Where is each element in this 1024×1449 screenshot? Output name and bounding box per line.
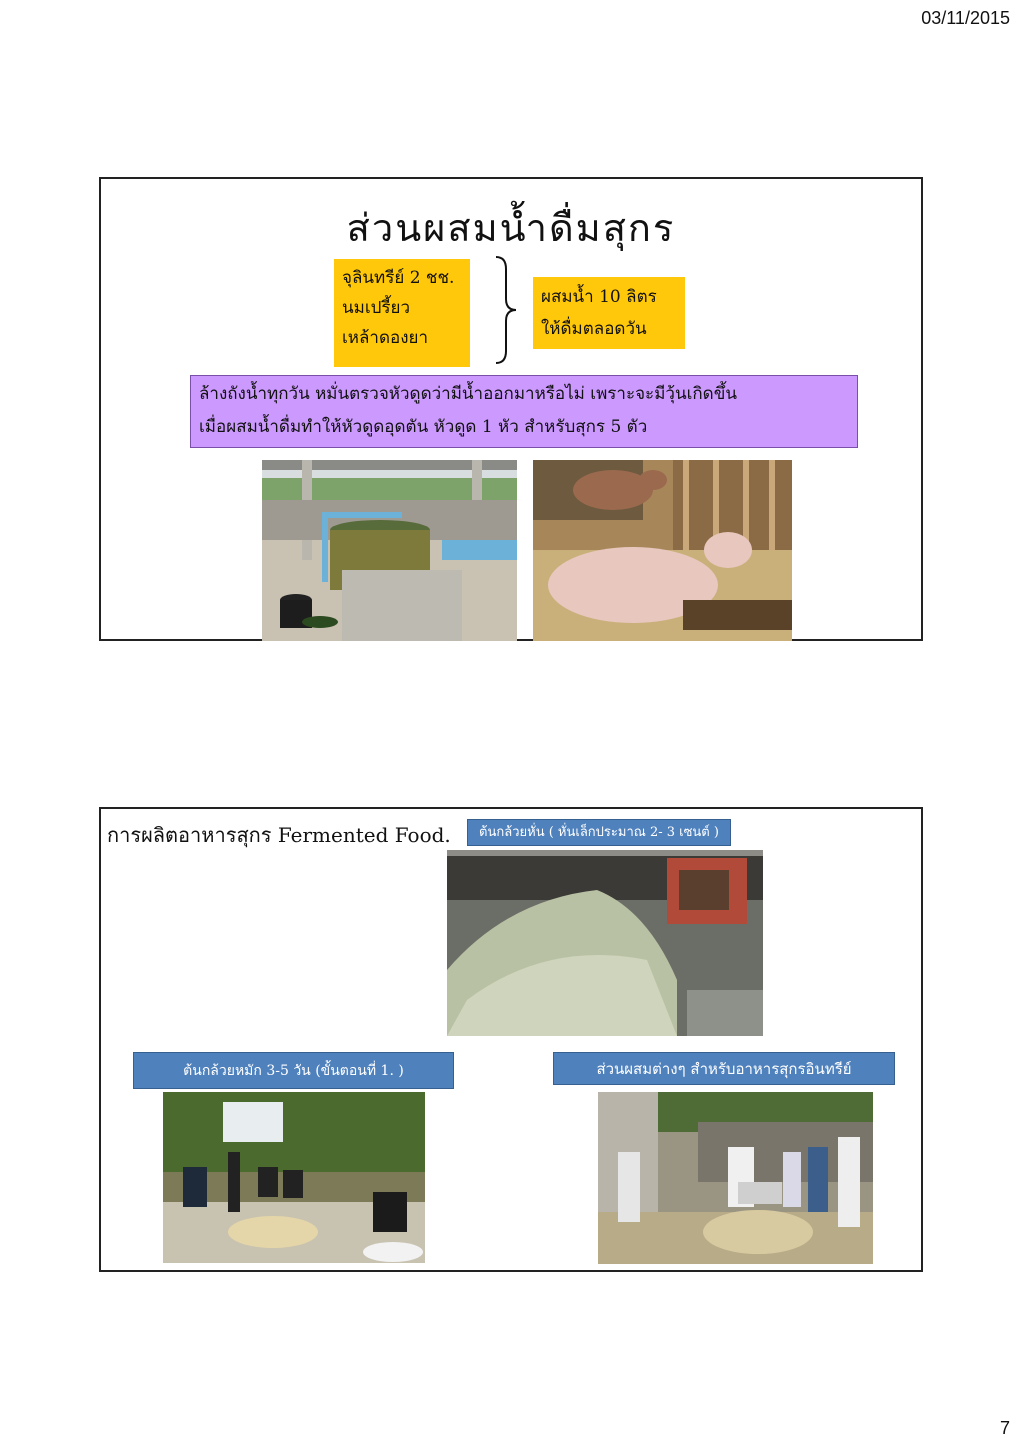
fermented-banana-label: ต้นกล้วยหมัก 3-5 วัน (ขั้นตอนที่ 1. ) xyxy=(133,1052,454,1089)
slide-title: การผลิตอาหารสุกร Fermented Food. xyxy=(107,823,451,847)
ingredient-item: จุลินทรีย์ 2 ชช. xyxy=(342,268,455,288)
mix-line: ให้ดื่มตลอดวัน xyxy=(541,319,647,339)
mixing-ingredients-photo xyxy=(598,1092,873,1264)
curly-brace-icon xyxy=(492,255,522,365)
page-date: 03/11/2015 xyxy=(921,8,1010,28)
mix-line: ผสมน้ำ 10 ลิตร xyxy=(541,287,657,307)
note-line: เมื่อผสมน้ำดื่มทำให้หัวดูดอุดตัน หัวดูด 1 หัว สำหรับสุกร 5 ตัว xyxy=(199,417,648,437)
page-number: 7 xyxy=(999,1418,1010,1438)
chopped-banana-photo xyxy=(447,850,763,1036)
cleaning-note-box xyxy=(190,375,858,448)
slide-title: ส่วนผสมน้ำดื่มสุกร xyxy=(346,206,676,250)
slide-drinking-water xyxy=(99,177,923,641)
slide-fermented-food xyxy=(99,807,923,1272)
ingredient-item: เหล้าดองยา xyxy=(342,328,429,348)
fermented-banana-photo xyxy=(163,1092,425,1263)
pigs-in-pen-photo xyxy=(533,460,792,641)
mix-instruction-box xyxy=(533,277,685,349)
chopped-banana-label: ต้นกล้วยหั่น ( หั่นเล็กประมาณ 2- 3 เซนต์ ) xyxy=(467,819,731,846)
ingredients-label: ส่วนผสมต่างๆ สำหรับอาหารสุกรอินทรีย์ xyxy=(553,1052,895,1085)
note-line: ล้างถังน้ำทุกวัน หมั่นตรวจหัวดูดว่ามีน้ำออกมาหรือไม่ เพราะจะมีวุ้นเกิดขึ้น xyxy=(199,384,737,404)
water-tank-photo xyxy=(262,460,517,641)
ingredient-item: นมเปรี้ยว xyxy=(342,298,411,318)
ingredients-box xyxy=(334,259,470,367)
